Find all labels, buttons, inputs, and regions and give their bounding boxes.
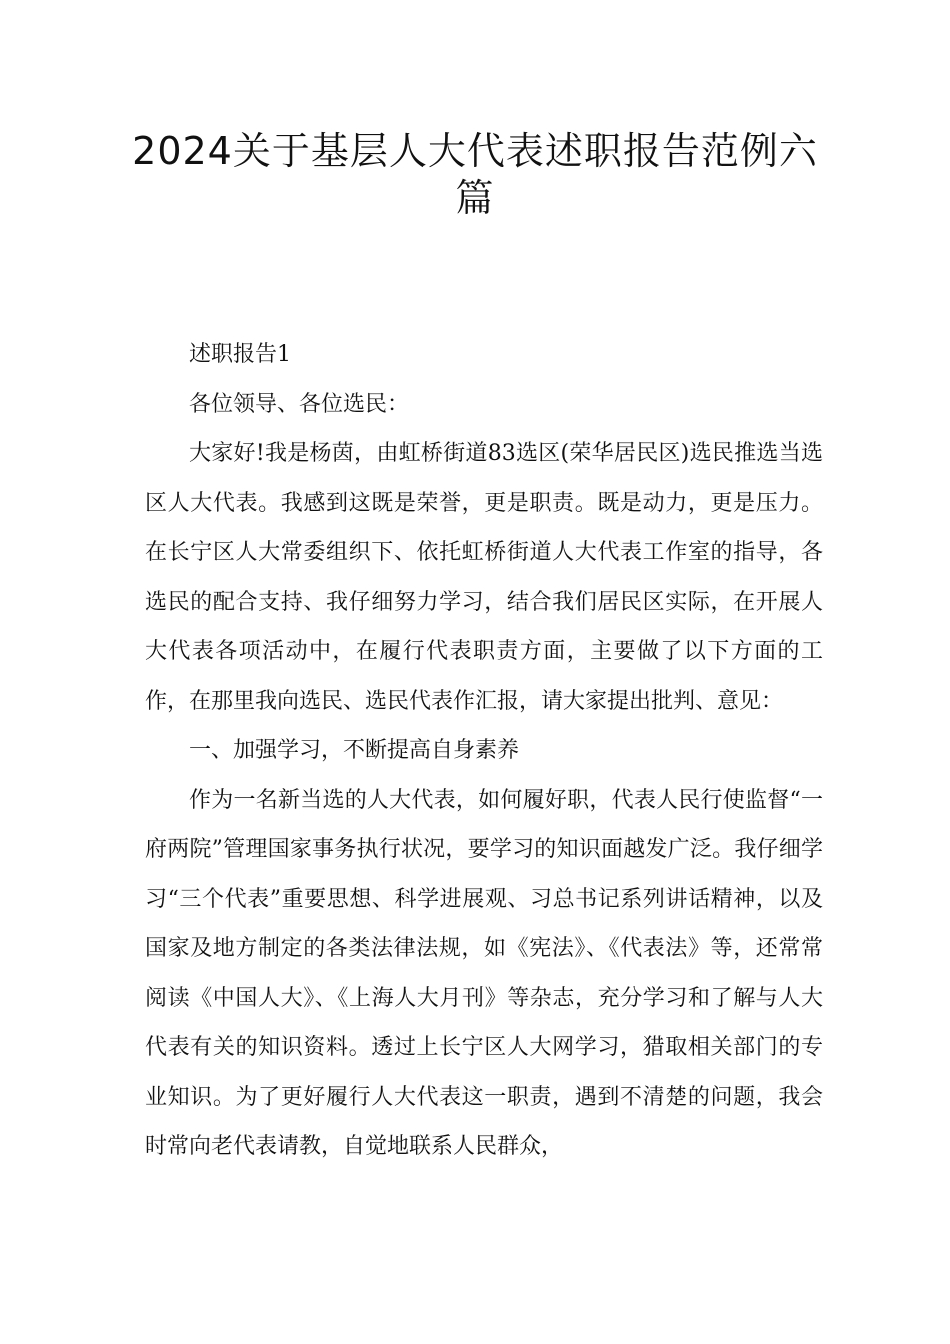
document-body: [145, 330, 823, 1172]
paragraph-section-heading: 一、加强学习，不断提高自身素养: [189, 738, 520, 763]
paragraph-heading: 述职报告1: [189, 342, 291, 367]
paragraph-salutation: 各位领导、各位选民：: [189, 391, 410, 417]
paragraph-study: 作为一名新当选的人大代表，如何履好职，代表人民行使监督“一府两院”管理国家事务执行状况，要学习的知识面越发广泛。我仔细学习“三个代表”重要思想、科学进展观、习总书记系列讲话精神，以及国家及地方制定的各类法律法规，如《宪法》、《代表法》等，还常常阅读《中国人大》、《上海人大月刊》等杂志，充分学习和了解与人大代表有关的知识资料。透过上长宁区人大网学习，猎取相关部门的专业知识。为了更好履行人大代表这一职责，遇到不清楚的问题，我会时常向老代表请教，自觉地联系人民群众，: [145, 787, 823, 1159]
paragraph-introduction: 大家好!我是杨茵，由虹桥街道83选区(荣华居民区)选民推选当选区人大代表。我感到这既是荣誉，更是职责。既是动力，更是压力。在长宁区人大常委组织下、依托虹桥街道人大代表工作室的指导，各选民的配合支持、我仔细努力学习，结合我们居民区实际，在开展人大代表各项活动中，在履行代表职责方面，主要做了以下方面的工作，在那里我向选民、选民代表作汇报，请大家提出批判、意见：: [145, 441, 823, 714]
document-title: 2024关于基层人大代表述职报告范例六篇: [132, 129, 818, 220]
